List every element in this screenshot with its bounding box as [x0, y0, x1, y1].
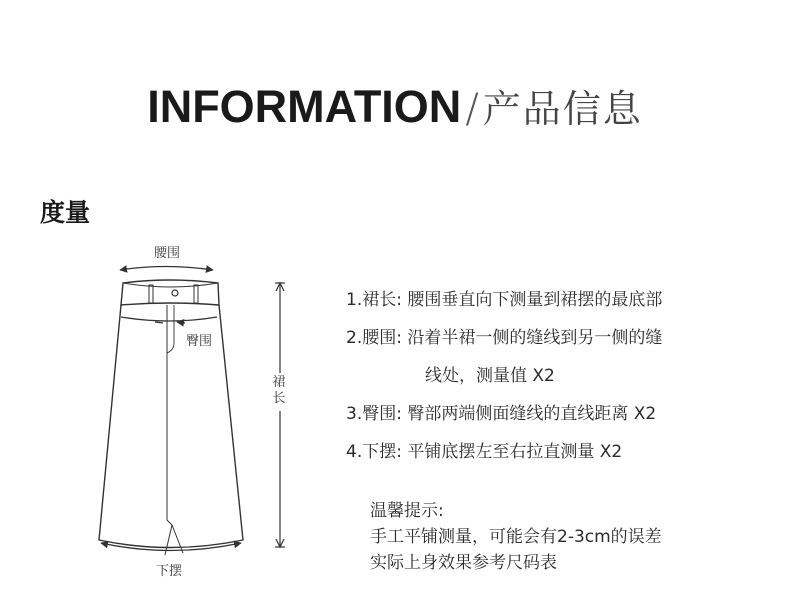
hip-arrow [121, 317, 217, 321]
section-heading: 度量 [40, 198, 91, 227]
tips-note [370, 498, 662, 576]
waist-arrow [120, 267, 213, 271]
measure-item-hip [346, 395, 766, 433]
skirt-measurement-diagram [95, 235, 315, 590]
measure-text: 臀部两端侧面缝线的直线距离 X2 [407, 404, 657, 424]
title-separator: / [465, 86, 479, 132]
measure-text: 平铺底摆左至右拉直测量 X2 [407, 442, 623, 462]
measure-item-hem [346, 433, 766, 471]
skirt-body [99, 305, 243, 548]
measure-label: 3.臀围: [346, 404, 402, 424]
tips-line: 手工平铺测量，可能会有2-3cm的误差 [370, 527, 662, 547]
hip-label: 臀围 [186, 334, 213, 349]
waistband-top-ellipse [123, 283, 218, 287]
measure-label: 1.裙长: [346, 290, 402, 310]
measure-item-waist-continuation: 线处，测量值 X2 [425, 366, 555, 386]
page-title [0, 78, 790, 133]
measure-item-length [346, 281, 766, 319]
title-chinese: 产品信息 [482, 87, 643, 131]
button-icon [172, 290, 178, 296]
title-english: INFORMATION [147, 81, 462, 132]
belt-loop-left [149, 285, 153, 303]
tips-line: 实际上身效果参考尺码表 [370, 553, 557, 573]
skirt-illustration [95, 235, 315, 590]
hip-arrow-heads [155, 322, 185, 323]
tips-title: 温馨提示: [370, 501, 444, 521]
belt-loop-right [194, 285, 198, 303]
measurement-instructions [346, 281, 766, 471]
fly-stitch [167, 305, 174, 353]
measure-text: 沿着半裙一侧的缝线到另一侧的缝 [407, 328, 663, 348]
waist-label: 腰围 [154, 246, 181, 261]
waistband-outline [121, 280, 219, 305]
measure-item-waist [346, 319, 766, 357]
hem-label: 下摆 [156, 564, 183, 579]
length-label: 裙长 [272, 375, 286, 406]
measure-label: 4.下摆: [346, 442, 402, 462]
center-seam [167, 305, 172, 525]
measure-label: 2.腰围: [346, 328, 402, 348]
measure-text: 腰围垂直向下测量到裙摆的最底部 [407, 290, 663, 310]
